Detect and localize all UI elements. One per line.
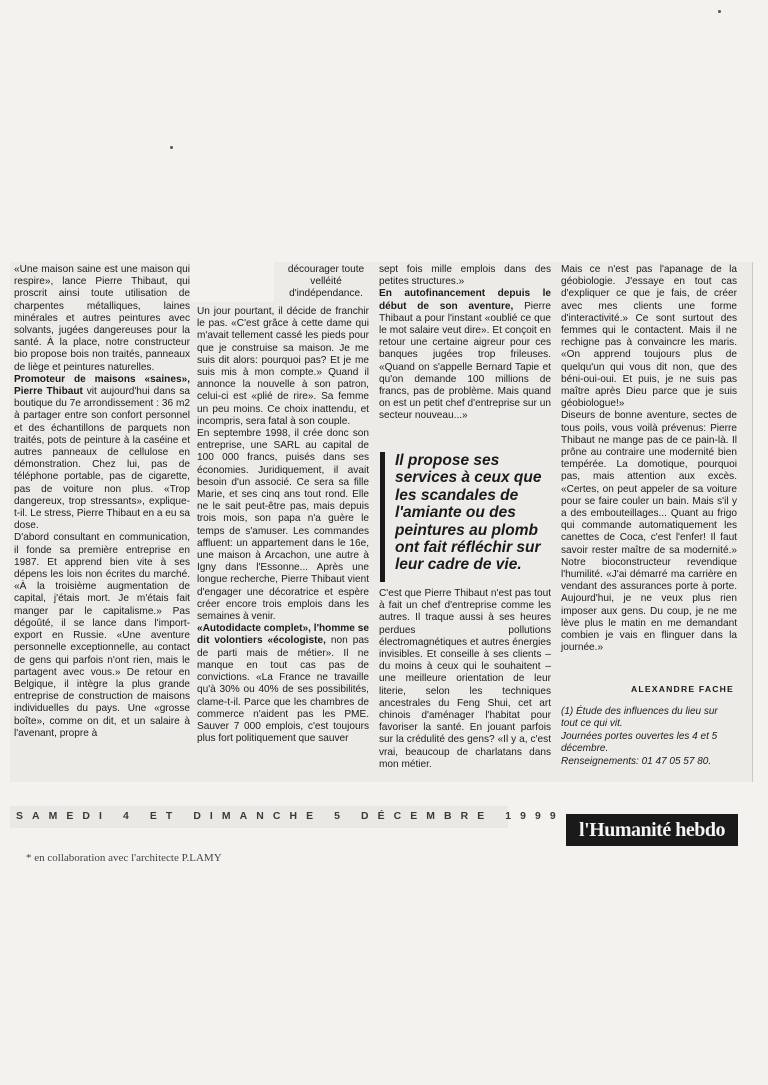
footnote: Journées portes ouvertes les 4 et 5 décembre. <box>561 730 718 755</box>
paragraph: sept fois mille emplois dans des petites structures.» <box>379 264 551 288</box>
article-column-4 <box>561 264 737 682</box>
paragraph: C'est que Pierre Thibaut n'est pas tout à fait un chef d'entreprise comme les autres. Il traque aussi à ses heures perdues pollutions électromagnétiques et autres énergies invisibles. Et conseille à ses clients – du moins à ceux qui le souhaitent – une meilleure orientation de leur literie, selon les techniques ancestrales du Feng Shui, cet art chinois d'aménager l'habitat pour favoriser la santé. En jouant parfois sur la crédulité des gens? «Il y a, c'est vrai, beaucoup de charlatans dans mon métier. <box>379 588 551 770</box>
paragraph: Mais ce n'est pas l'apanage de la géobiologie. J'essaye en tout cas d'expliquer ce que je fais, de créer avec mes clients une forme d'interactivité.» Ce sont surtout des femmes qui le contactent. Mais il ne rechigne pas à convaincre les maris. «On apprend toujours plus de quelqu'un qui vous dit non, que des béni-oui-oui. Et puis, je ne suis pas maître après Dieu parce que je suis géobiologue!» <box>561 264 737 410</box>
pull-quote: Il propose ses services à ceux que les scandales de l'amiante ou des peintures au plomb ont fait réfléchir sur leur cadre de vie. <box>380 452 550 582</box>
newspaper-logo: l'Humanité hebdo <box>566 814 738 846</box>
author-signature: ALEXANDRE FACHE <box>631 684 734 694</box>
speck <box>718 10 721 13</box>
footnote: Renseignements: 01 47 05 57 80. <box>561 755 712 767</box>
paragraph: En septembre 1998, il crée donc son entreprise, une SARL au capital de 100 000 francs, puisés dans ses économies. Juridiquement, il avait besoin d'un associé. Ce sera sa fille Marie, et ses cinq ans tout rond. Elle ne le sait peut-être pas, mais depuis trois mois, son papa n'a guère le temps de s'amuser. Les commandes affluent: un appartement dans le 16e, une maison à Arcachon, une autre à Igny dans l'Essonne... Après une longue recherche, Pierre Thibaut vient d'engager une décoratrice et espère créer encore trois emplois dans les semaines à venir. <box>197 428 369 623</box>
paragraph: Un jour pourtant, il décide de franchir le pas. «C'est grâce à cette dame qui m'avait tellement cassé les pieds pour que je construise sa maison. Je me suis dit alors: pourquoi pas? Et je me suis mis à mon compte.» Quand il annonce la nouvelle à son patron, celui-ci est «plié de rire». Sa femme un peu moins. Ce choix inattendu, et incompris, sera fatal à son couple. <box>197 306 369 427</box>
clipping-notch <box>190 262 274 302</box>
subhead: Promoteur de maisons «saines», Pierre Thibaut <box>14 373 190 398</box>
article-column-3 <box>379 264 551 460</box>
paragraph-text: vit aujourd'hui dans sa boutique du 7e arrondissement : 36 m2 à partager entre son confort personnel et des échantillons de parquets non traités, pots de peinture à la caséine et autres panneaux de cellulose en démonstration. Chez lui, pas de téléphone portable, pas de cigarette, pas de voiture non plus. «Trop dangereux, trop stressants», explique-t-il. Le stress, Pierre Thibaut en a eu sa dose. <box>14 386 190 532</box>
paragraph <box>14 374 190 533</box>
footnotes <box>561 706 737 768</box>
dateline: SAMEDI 4 ET DIMANCHE 5 DÉCEMBRE 1999 <box>10 806 508 828</box>
subhead: «Autodidacte complet», l'homme se dit volontiers «écologiste, <box>197 623 369 647</box>
paragraph <box>379 288 551 422</box>
paragraph: décourager toute velléité d'indépendance. <box>287 264 365 300</box>
speck <box>170 146 173 149</box>
footnote: (1) Étude des influences du lieu sur tout ce qui vit. <box>561 706 718 730</box>
paragraph: Diseurs de bonne aventure, sectes de tous poils, vous voilà prévenus: Pierre Thibaut ne mange pas de ce pain-là. Il prône au contraire une modernité bien tempérée. La domotique, pourquoi pas, mais attention aux excès. «Certes, on peut appeler de sa voiture pour se faire couler un bain. Mais s'il y a des embouteillages... Quant au frigo qui commande automatiquement les canettes de Coca, c'est l'enfer! Il faut savoir rester maître de sa modernité.» Notre bioconstructeur revendique l'humilité. «J'ai démarré ma carrière en vendant des assurances porte à porte. Aujourd'hui, je ne veux plus rien imposer aux gens. Du coup, je ne me lève plus le matin en me demandant combien je vais en flinguer dans la journée.» <box>561 410 737 654</box>
paragraph <box>197 623 369 745</box>
handwritten-note: * en collaboration avec l'architecte P.LAMY <box>26 852 222 864</box>
article-column-1 <box>14 264 190 778</box>
paragraph-text: Pierre Thibaut a pour l'instant «oublié ce que le mot salaire veut dire». Et conçoit en retour une certaine aigreur pour ces banques jugées trop frileuses. «Quand on s'appelle Bernard Tapie et qu'on demande 100 millions de francs, pas de problème. Mais quand on est un petit chef d'entreprise sur un secteur nouveau...» <box>379 300 551 422</box>
article-column-3-bottom <box>379 588 551 780</box>
paragraph: D'abord consultant en communication, il fonde sa première entreprise en 1987. Et apprend bien vite à ses dépens les lois non écrites du marché. «À la troisième augmentation de capital, j'étais mort. Je m'étais fait manger par le capitalisme.» Pas dégoûté, il se lance dans l'import-export en Russie. «Une aventure personnelle exceptionnelle, au contact de gens qui parfois n'ont rien, mais le partagent avec vous.» De retour en Belgique, il intègre la plus grande entreprise de construction de maisons individuelles du pays. Une «grosse boîte», comme on dit, et un salaire à l'avenant, propre à <box>14 532 190 739</box>
subhead: En autofinancement depuis le début de son aventure, <box>379 288 551 312</box>
paragraph: «Une maison saine est une maison qui respire», lance Pierre Thibaut, qui proscrit ainsi toute utilisation de charpentes métalliques, laines minérales et autres peintures avec solvants, jugées dangereuses pour la santé. À la place, notre constructeur bio propose bois non traités, panneaux de liège et peintures naturelles. <box>14 264 190 373</box>
paragraph-text: non pas de parti mais de métier». Il ne manque en tout cas pas de convictions. «La France ne travaille qu'à 30% ou 40% de ses possibilités, clame-t-il. Parce que les chambres de commerce n'aident pas les PME. Sauver 7 000 emplois, c'est toujours plus fort politiquement que sauver <box>197 635 369 745</box>
article-column-2 <box>197 306 369 778</box>
article-column-2-top <box>283 264 369 306</box>
